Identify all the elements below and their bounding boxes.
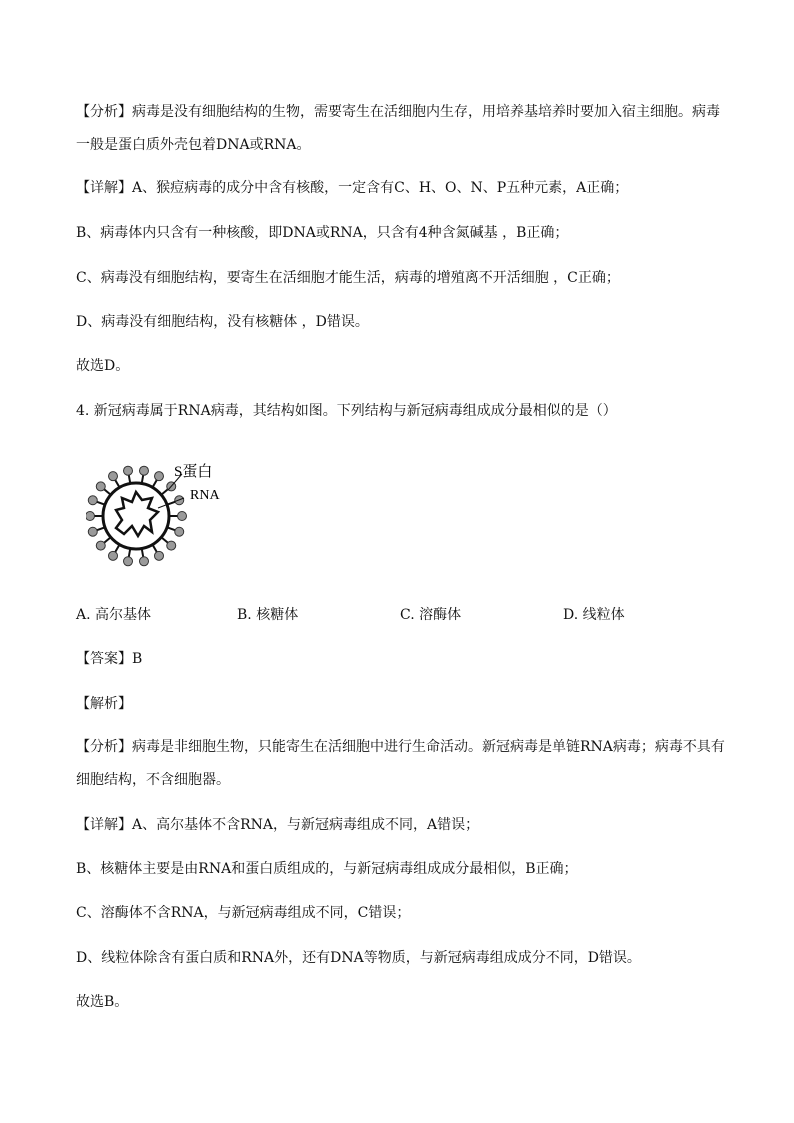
option-letter: A. <box>76 607 91 623</box>
spike-head <box>109 551 118 560</box>
answer-line: 【答案】B <box>76 651 143 667</box>
s-protein-label: S蛋白 <box>174 464 213 480</box>
option-letter: B. <box>237 607 252 623</box>
spike-head <box>88 496 97 505</box>
spike-head <box>96 482 105 491</box>
spike-proteins <box>86 466 187 566</box>
spike-head <box>139 466 148 475</box>
explain-heading: 【解析】 <box>76 696 132 712</box>
spike-head <box>96 541 105 550</box>
option-a[interactable] <box>76 605 151 625</box>
option-text: 溶酶体 <box>419 607 462 623</box>
detail-d-1: D、病毒没有细胞结构，没有核糖体 ，D错误。 <box>76 314 369 330</box>
rna-label: RNA <box>190 488 220 503</box>
detail-a-2: 【详解】A、高尔基体不含RNA，与新冠病毒组成不同，A错误； <box>76 817 480 833</box>
detail-b-1: B、病毒体内只含有一种核酸，即DNA或RNA，只含有4种含氮碱基 ，B正确； <box>76 225 569 241</box>
conclusion-2: 故选B。 <box>76 994 129 1010</box>
detail-c-1: C、病毒没有细胞结构，要寄生在活细胞才能生活，病毒的增殖离不开活细胞 ，C正确； <box>76 270 620 286</box>
spike-head <box>139 557 148 566</box>
detail-a-1: 【详解】A、猴痘病毒的成分中含有核酸，一定含有C、H、O、N、P五种元素，A正确； <box>76 180 629 196</box>
option-letter: D. <box>563 607 579 623</box>
spike-head <box>124 557 133 566</box>
conclusion-1: 故选D。 <box>76 358 130 374</box>
option-text: 线粒体 <box>582 607 625 623</box>
spike-head <box>167 541 176 550</box>
option-letter: C. <box>400 607 415 623</box>
spike-head <box>124 466 133 475</box>
analysis-paragraph-2: 【分析】病毒是非细胞生物，只能寄生在活细胞中进行生命活动。新冠病毒是单链RNA病毒；病毒不具有细胞结构，不含细胞器。 <box>76 739 725 788</box>
option-c[interactable] <box>400 605 461 625</box>
option-text: 核糖体 <box>256 607 299 623</box>
detail-d-2: D、线粒体除含有蛋白质和RNA外，还有DNA等物质，与新冠病毒组成成分不同，D错误。 <box>76 950 641 966</box>
detail-c-2: C、溶酶体不含RNA，与新冠病毒组成不同，C错误； <box>76 905 411 921</box>
coronavirus-diagram <box>86 460 246 570</box>
spike-head <box>175 527 184 536</box>
spike-head <box>109 472 118 481</box>
analysis-paragraph-1: 【分析】病毒是没有细胞结构的生物，需要寄生在活细胞内生存，用培养基培养时要加入宿主细胞。病毒一般是蛋白质外壳包着DNA或RNA。 <box>76 104 720 153</box>
spike-head <box>155 551 164 560</box>
coronavirus-figure <box>86 460 246 570</box>
spike-head <box>86 512 95 521</box>
spike-head <box>155 472 164 481</box>
option-d[interactable] <box>563 605 625 625</box>
question-stem: 4. 新冠病毒属于RNA病毒，其结构如图。下列结构与新冠病毒组成成分最相似的是（） <box>76 403 617 419</box>
spike-head <box>178 512 187 521</box>
option-b[interactable] <box>237 605 298 625</box>
option-text: 高尔基体 <box>95 607 152 623</box>
spike-head <box>88 527 97 536</box>
rna-strand <box>116 492 158 536</box>
detail-b-2: B、核糖体主要是由RNA和蛋白质组成的，与新冠病毒组成成分最相似，B正确； <box>76 861 578 877</box>
